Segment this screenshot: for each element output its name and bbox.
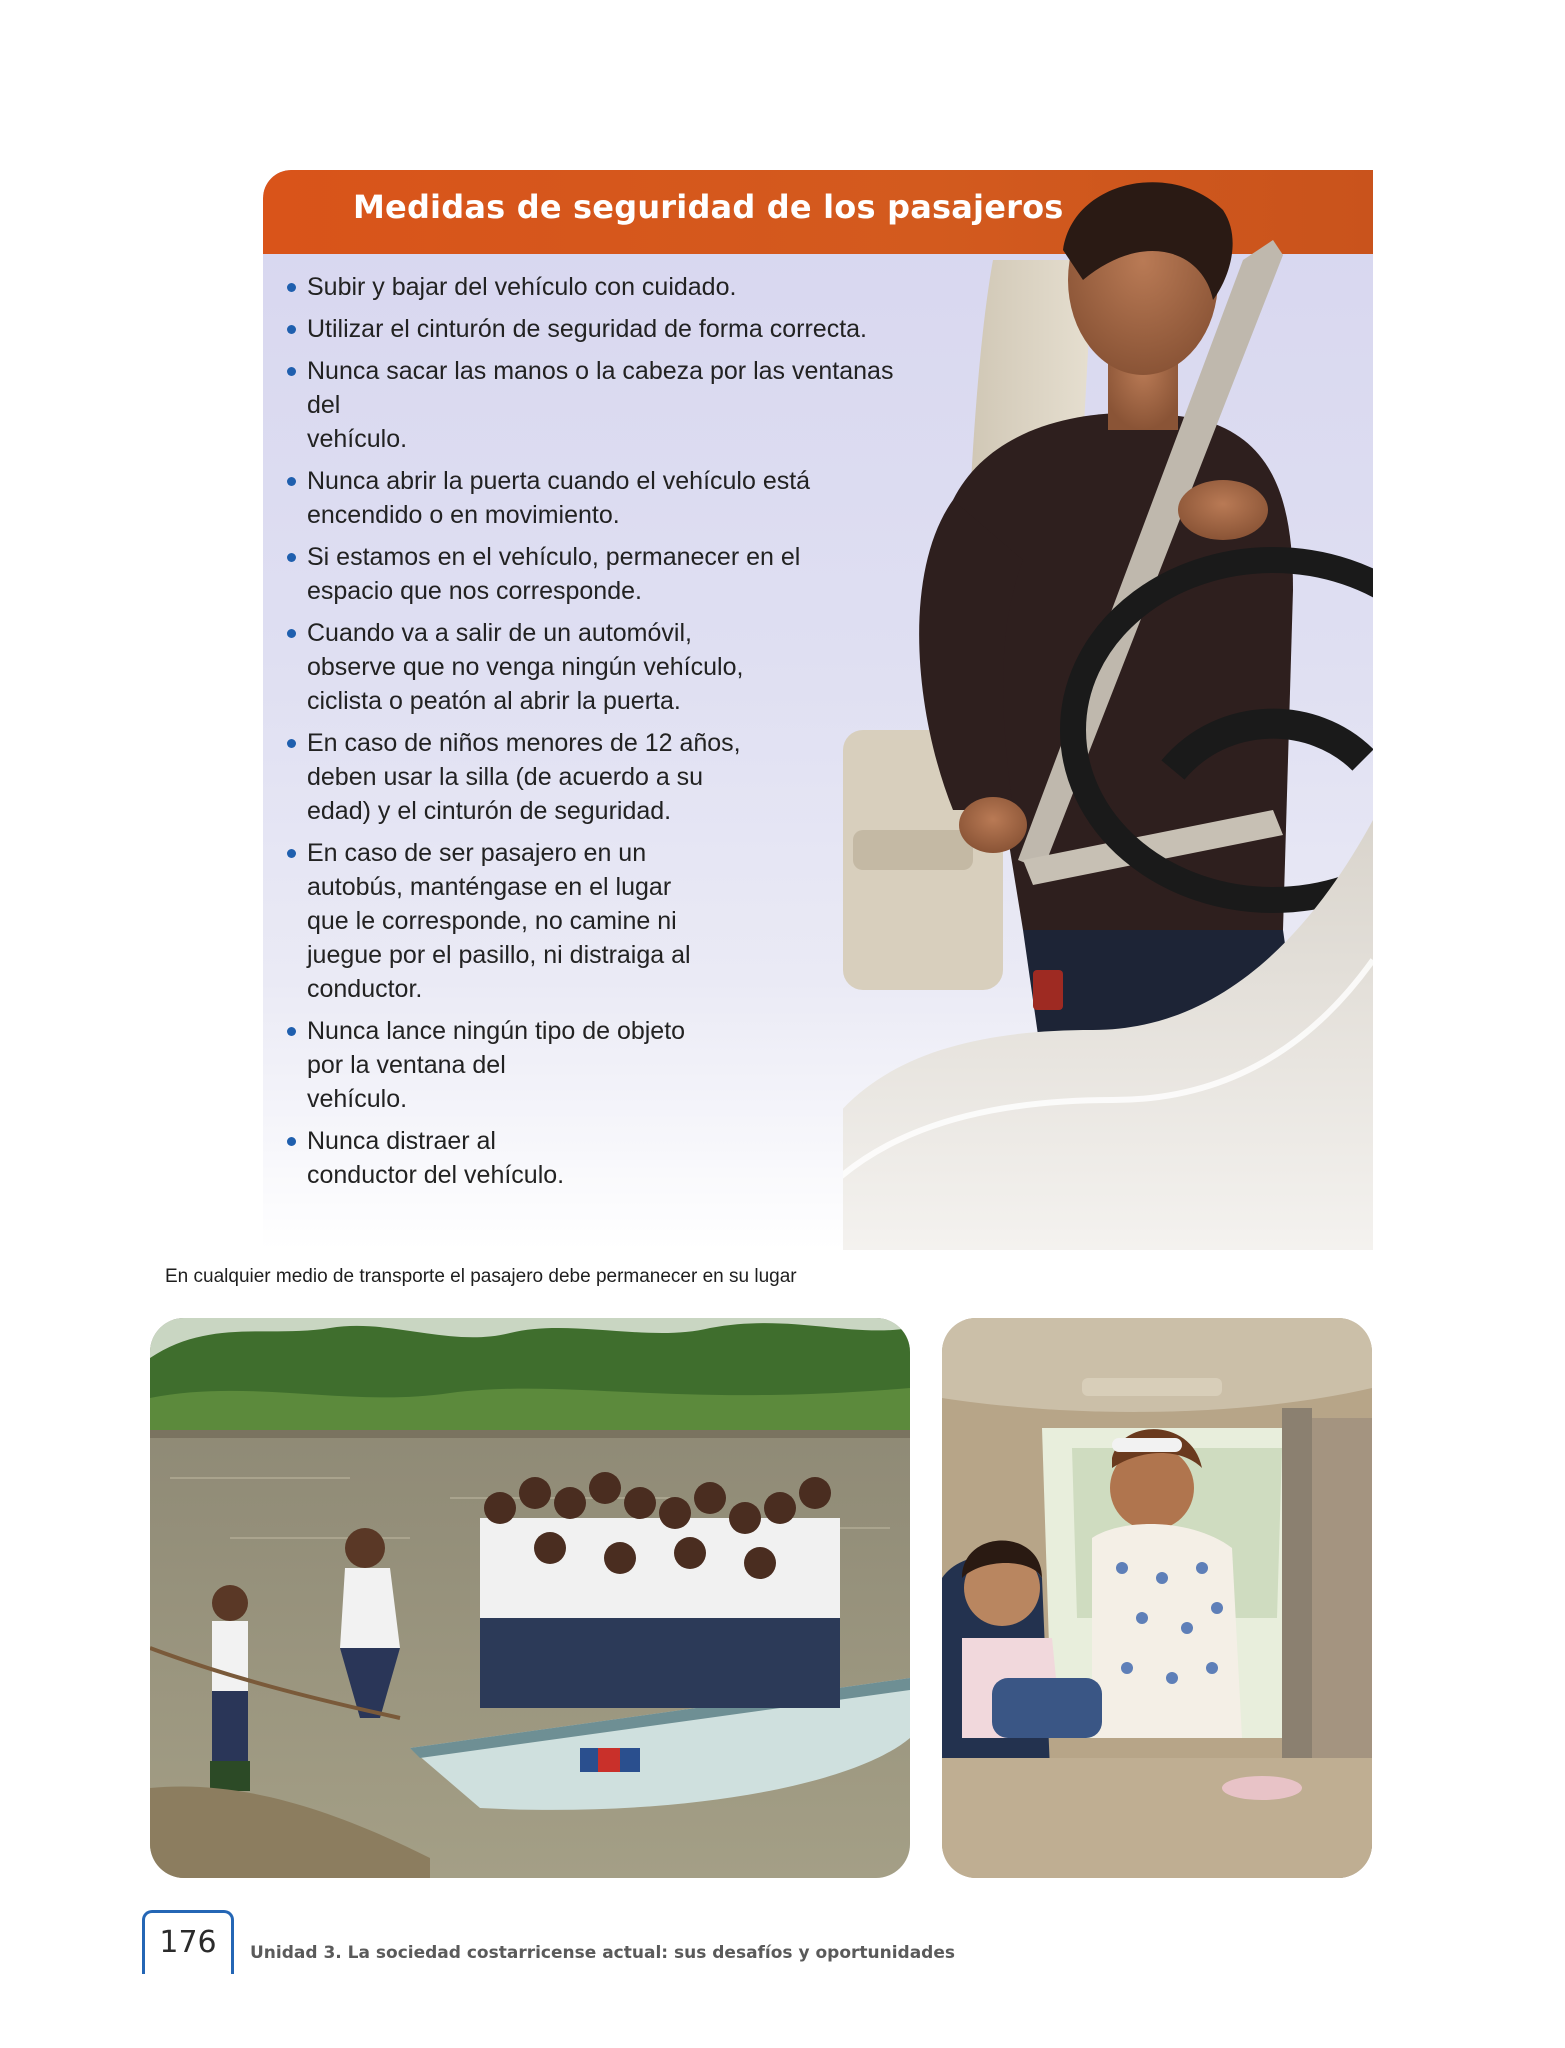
list-item: Nunca abrir la puerta cuando el vehículo está encendido o en movimiento. — [285, 464, 925, 532]
list-item: Subir y bajar del vehículo con cuidado. — [285, 270, 925, 304]
list-item: Utilizar el cinturón de seguridad de forma correcta. — [285, 312, 925, 346]
photo-caption: En cualquier medio de transporte el pasajero debe permanecer en su lugar — [165, 1266, 797, 1287]
bullet-icon — [287, 739, 296, 748]
bullet-icon — [287, 629, 296, 638]
unit-title: Unidad 3. La sociedad costarricense actual: sus desafíos y oportunidades — [250, 1943, 956, 1963]
bullet-icon — [287, 849, 296, 858]
students-boat-photo — [150, 1318, 910, 1878]
safety-measures-box — [263, 170, 1373, 1250]
list-item: Cuando va a salir de un automóvil, observe que no venga ningún vehículo, ciclista o peatón al abrir la puerta. — [285, 616, 925, 718]
bullet-icon — [287, 283, 296, 292]
child-car-seat-photo — [942, 1318, 1372, 1878]
bullet-icon — [287, 477, 296, 486]
bullet-icon — [287, 325, 296, 334]
page-number: 176 — [159, 1925, 217, 1960]
list-item: En caso de niños menores de 12 años, deben usar la silla (de acuerdo a su edad) y el cinturón de seguridad. — [285, 726, 925, 828]
list-item: Si estamos en el vehículo, permanecer en el espacio que nos corresponde. — [285, 540, 925, 608]
bullet-icon — [287, 367, 296, 376]
list-item: Nunca distraer al conductor del vehículo. — [285, 1124, 925, 1192]
safety-list — [285, 270, 925, 1200]
bullet-icon — [287, 1137, 296, 1146]
bullet-icon — [287, 553, 296, 562]
list-item: Nunca lance ningún tipo de objeto por la ventana del vehículo. — [285, 1014, 925, 1116]
safety-title: Medidas de seguridad de los pasajeros — [353, 188, 1064, 226]
page-number-box — [142, 1910, 234, 1974]
list-item: Nunca sacar las manos o la cabeza por las ventanas del vehículo. — [285, 354, 925, 456]
list-item: En caso de ser pasajero en un autobús, manténgase en el lugar que le corresponde, no camine ni juegue por el pasillo, ni distraiga al conductor. — [285, 836, 925, 1006]
bullet-icon — [287, 1027, 296, 1036]
